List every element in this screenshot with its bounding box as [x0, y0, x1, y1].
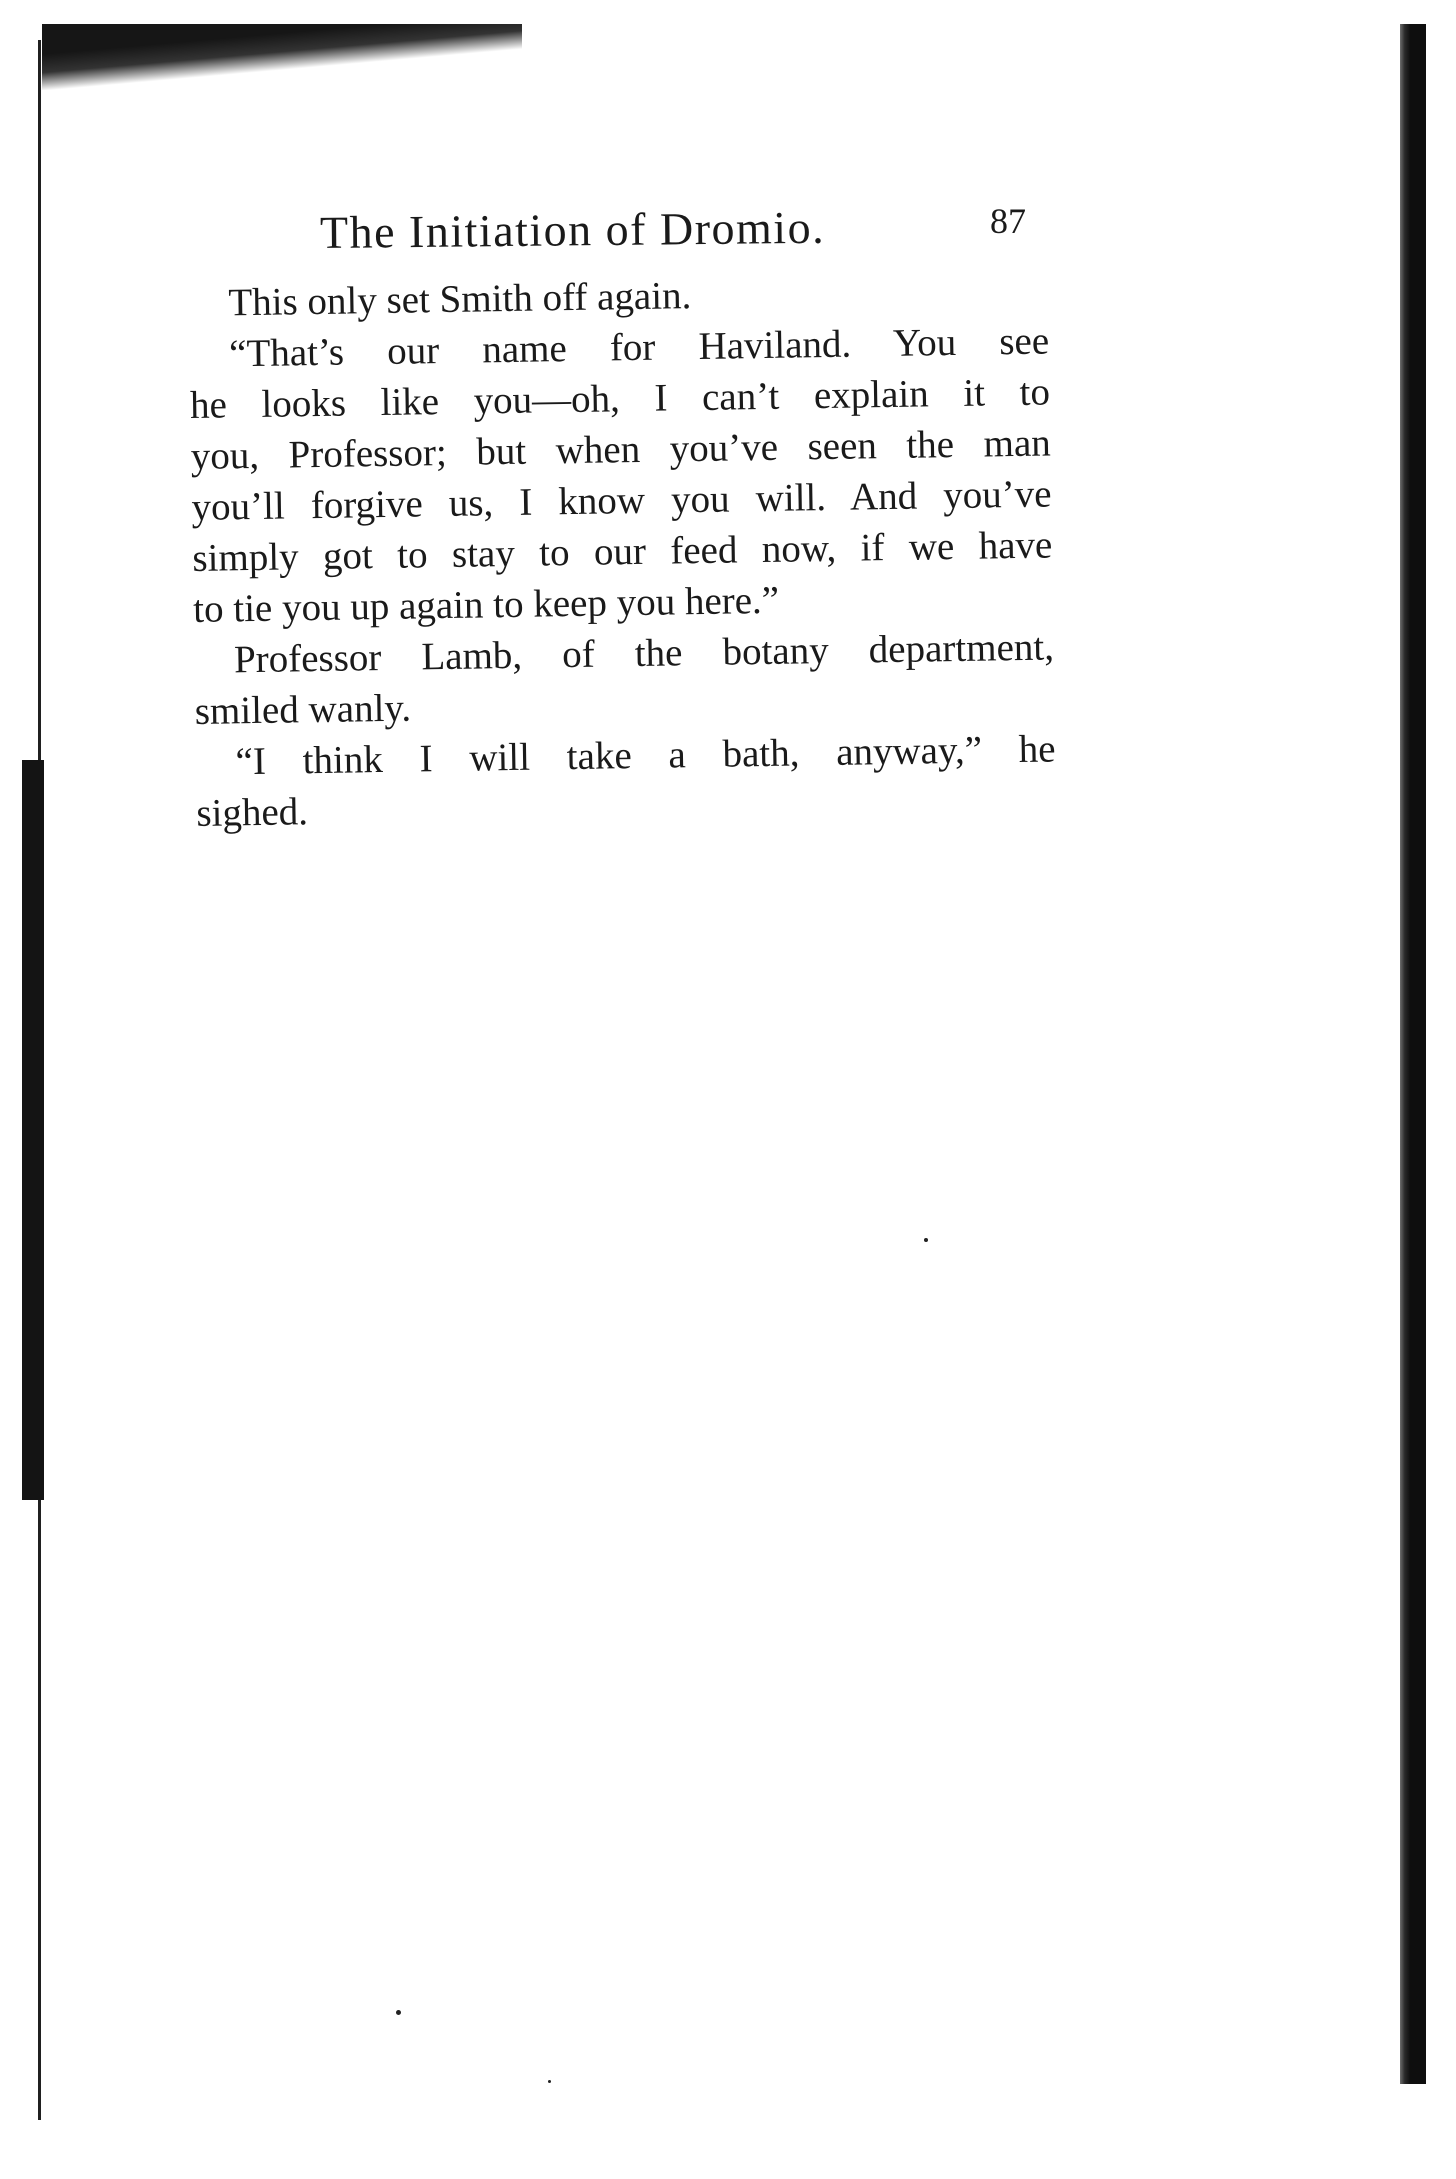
text-line: This only set Smith off again.	[228, 274, 692, 325]
text-line: sighed.	[196, 790, 309, 835]
scan-speck	[924, 1238, 928, 1242]
text-line: he looks like you—oh, I can’t explain it to	[189, 370, 1051, 427]
text-line: you, Professor; but when you’ve seen the man	[190, 421, 1052, 478]
text-line: “That’s our name for Haviland. You see	[228, 319, 1050, 376]
text-line: you’ll forgive us, I know you will. And you’ve	[191, 472, 1052, 529]
running-head	[319, 201, 1040, 266]
scan-right-border	[1400, 24, 1426, 2084]
chapter-title: The Initiation of Dromio.	[319, 201, 826, 258]
text-line: Professor Lamb, of the botany department,	[233, 625, 1055, 682]
text-line: to tie you up again to keep you here.”	[192, 578, 780, 631]
text-line: smiled wanly.	[194, 686, 412, 733]
scan-binding-shadow	[22, 760, 44, 1500]
scan-speck	[548, 2080, 551, 2083]
body-text	[188, 264, 1057, 838]
text-line: simply got to stay to our feed now, if we have	[192, 523, 1053, 580]
text-line: “I think I will take a bath, anyway,” he	[235, 727, 1056, 784]
scan-speck	[396, 2010, 401, 2015]
page-number: 87	[990, 201, 1026, 241]
scan-edge-shadow	[42, 24, 522, 90]
